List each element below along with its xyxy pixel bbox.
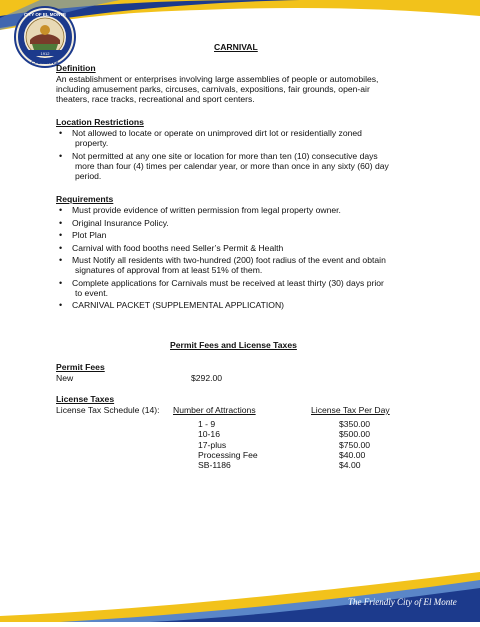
list-item: • Plot Plan <box>58 230 386 240</box>
location-heading: Location Restrictions <box>56 117 144 127</box>
list-item: • CARNIVAL PACKET (SUPPLEMENTAL APPLICATION) <box>58 300 386 310</box>
definition-text <box>56 74 378 105</box>
footer-banner <box>0 560 480 622</box>
list-item: • Not allowed to locate or operate on unimproved dirt lot or residentially zoned property. <box>58 128 389 148</box>
table-cell: $4.00 <box>339 460 361 471</box>
requirements-heading: Requirements <box>56 194 114 204</box>
location-list <box>58 128 389 184</box>
footer-tagline: The Friendly City of El Monte <box>348 597 457 607</box>
list-item: • Must Notify all residents with two-hundred (200) foot radius of the event and obtain signatures of approval from at least 51% of them. <box>58 255 386 275</box>
list-item: • Carnival with food booths need Seller’s Permit & Health <box>58 243 386 253</box>
table-cell: 17-plus <box>198 439 227 450</box>
requirements-list <box>58 205 386 313</box>
table-cell: 10-16 <box>198 429 220 440</box>
table-cell: $750.00 <box>339 439 371 450</box>
table-cell: SB-1186 <box>198 460 231 471</box>
svg-text:CALIFORNIA: CALIFORNIA <box>31 60 59 65</box>
page-title: CARNIVAL <box>214 42 258 52</box>
definition-line: including amusement parks, circuses, carnivals, expositions, fair grounds, open-air <box>56 83 370 94</box>
attractions-column <box>198 419 258 470</box>
definition-line: theaters, race tracks, recreational and sport centers. <box>56 94 255 105</box>
city-seal-logo <box>14 6 76 68</box>
tax-value-column <box>339 419 370 470</box>
table-cell: $350.00 <box>339 419 371 429</box>
table-cell: $40.00 <box>339 449 366 460</box>
list-item: • Not permitted at any one site or location for more than ten (10) consecutive days more than four (4) times per calendar year, or more than once in any sixty (60) day period. <box>58 151 389 182</box>
list-item: • Original Insurance Policy. <box>58 218 386 228</box>
definition-heading: Definition <box>56 63 96 73</box>
table-cell: Processing Fee <box>198 449 258 460</box>
tax-per-day-column-header: License Tax Per Day <box>311 405 390 415</box>
svg-text:CITY OF EL MONTE: CITY OF EL MONTE <box>23 12 67 17</box>
table-cell: $500.00 <box>339 429 371 440</box>
fees-title: Permit Fees and License Taxes <box>170 340 297 350</box>
permit-fee-value: $292.00 <box>191 373 223 383</box>
permit-fees-heading: Permit Fees <box>56 362 105 372</box>
svg-text:1912: 1912 <box>40 51 50 56</box>
attractions-column-header: Number of Attractions <box>173 405 256 415</box>
license-schedule-label: License Tax Schedule (14): <box>56 405 160 415</box>
list-item: • Must provide evidence of written permission from legal property owner. <box>58 205 386 215</box>
definition-line: An establishment or enterprises involving large assemblies of people or automobiles, <box>56 73 379 84</box>
license-taxes-heading: License Taxes <box>56 394 115 404</box>
table-cell: 1 - 9 <box>198 419 216 429</box>
permit-fee-label: New <box>56 373 74 383</box>
list-item: • Complete applications for Carnivals must be received at least thirty (30) days prior to event. <box>58 278 386 298</box>
